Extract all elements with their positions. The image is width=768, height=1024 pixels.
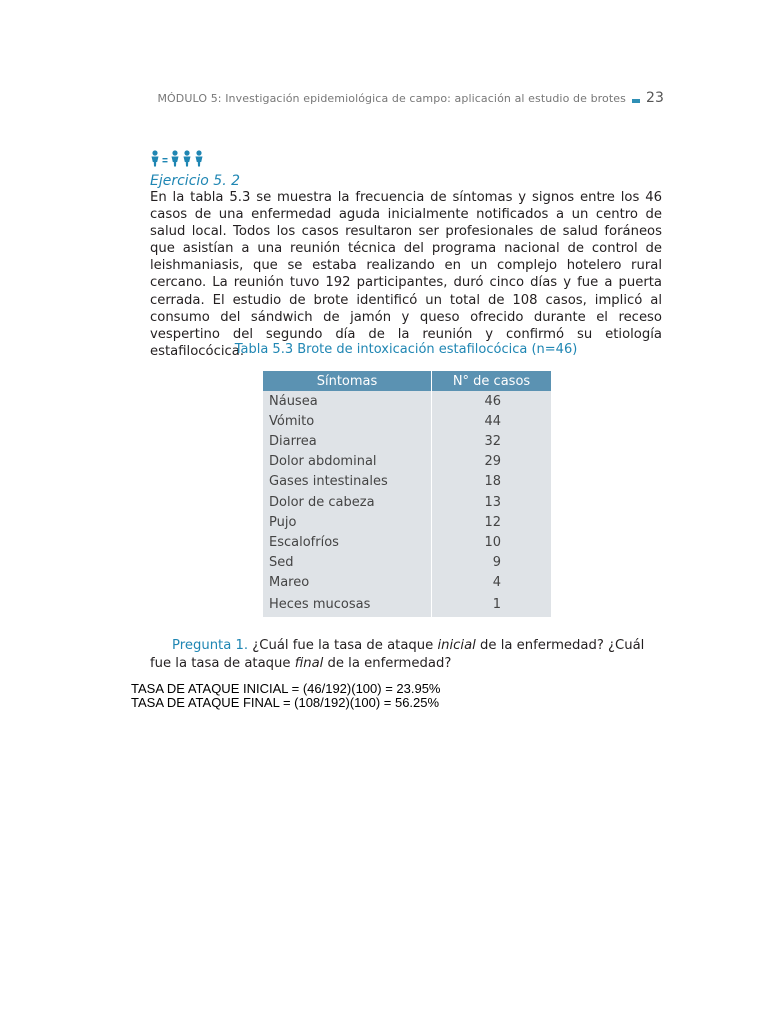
- symptoms-table: [263, 371, 551, 617]
- person-icon: [150, 150, 160, 167]
- cases-cell: 44: [484, 413, 501, 429]
- table-row: [263, 492, 551, 512]
- person-icon: [182, 150, 192, 167]
- symptom-cell: Náusea: [263, 391, 432, 411]
- cases-cell: 13: [484, 494, 501, 510]
- table-header-row: [263, 371, 551, 391]
- question-label: Pregunta 1.: [172, 638, 249, 653]
- symptom-cell: Dolor abdominal: [263, 452, 432, 472]
- question-text-part: de la enfermedad?: [323, 656, 452, 671]
- cases-cell: 4: [492, 575, 501, 591]
- symptom-cell: Mareo: [263, 573, 432, 593]
- answer-initial-attack-rate: TASA DE ATAQUE INICIAL = (46/192)(100) = 23.95%: [131, 681, 441, 696]
- cases-cell: 9: [492, 555, 501, 571]
- question-text-part: ¿Cuál fue la tasa de ataque: [248, 638, 438, 653]
- answer-final-attack-rate: TASA DE ATAQUE FINAL = (108/192)(100) = 56.25%: [131, 695, 440, 710]
- equals-icon: [162, 150, 168, 167]
- header-square-icon: [632, 99, 640, 103]
- cases-cell: 32: [484, 433, 501, 449]
- people-group-icon: [150, 150, 204, 167]
- table-row: [263, 573, 551, 593]
- cases-cell: 46: [484, 393, 501, 409]
- question-1: [150, 637, 662, 673]
- module-title: MÓDULO 5: Investigación epidemiológica de campo: aplicación al estudio de brotes: [157, 91, 626, 105]
- table-caption: Tabla 5.3 Brote de intoxicación estafilocócica (n=46): [234, 342, 578, 357]
- table-row: [263, 553, 551, 573]
- table-row: [263, 452, 551, 472]
- exercise-paragraph: En la tabla 5.3 se muestra la frecuencia de síntomas y signos entre los 46 casos de una enfermedad aguda inicialmente notificados a un centro de salud local. Todos los casos resultaron ser profesionales de salud foráneos que asistían a una reunión técnica del programa nacional de control de leishmaniasis, que se estaba realizando en un complejo hotelero rural cercano. La reunión tuvo 192 participantes, duró cinco días y fue a puerta cerrada. El estudio de brote identificó un total de 108 casos, implicó al consumo del sándwich de jamón y queso ofrecido durante el receso vespertino del segundo día de la reunión y confirmó su etiología estafilocócica.: [150, 190, 662, 359]
- question-emphasis-final: final: [294, 656, 324, 671]
- cases-cell: 1: [492, 597, 501, 613]
- symptom-cell: Diarrea: [263, 431, 432, 451]
- table-row: [263, 391, 551, 411]
- table-row: [263, 411, 551, 431]
- person-icon: [194, 150, 204, 167]
- cases-cell: 12: [484, 514, 501, 530]
- symptom-cell: Pujo: [263, 512, 432, 532]
- symptom-cell: Gases intestinales: [263, 472, 432, 492]
- table-row: [263, 472, 551, 492]
- symptom-cell: Vómito: [263, 411, 432, 431]
- cases-cell: 10: [484, 534, 501, 550]
- person-icon: [170, 150, 180, 167]
- symptom-cell: Dolor de cabeza: [263, 492, 432, 512]
- symptom-cell: Heces mucosas: [263, 593, 432, 617]
- exercise-title: Ejercicio 5. 2: [150, 173, 241, 189]
- column-header-symptoms: Síntomas: [263, 371, 432, 391]
- cases-cell: 29: [484, 454, 501, 470]
- table-row: [263, 532, 551, 552]
- question-emphasis-initial: inicial: [437, 638, 476, 653]
- table-row: [263, 593, 551, 617]
- cases-cell: 18: [484, 474, 501, 490]
- column-header-cases: N° de casos: [432, 371, 552, 391]
- question-text-part: de la enfermedad? ¿Cuál fue la tasa de ataque: [150, 638, 645, 671]
- page-number: 23: [645, 90, 664, 106]
- table-row: [263, 431, 551, 451]
- page-header: [157, 90, 664, 106]
- answers-block: [131, 682, 441, 710]
- table-row: [263, 512, 551, 532]
- symptom-cell: Escalofríos: [263, 532, 432, 552]
- symptom-cell: Sed: [263, 553, 432, 573]
